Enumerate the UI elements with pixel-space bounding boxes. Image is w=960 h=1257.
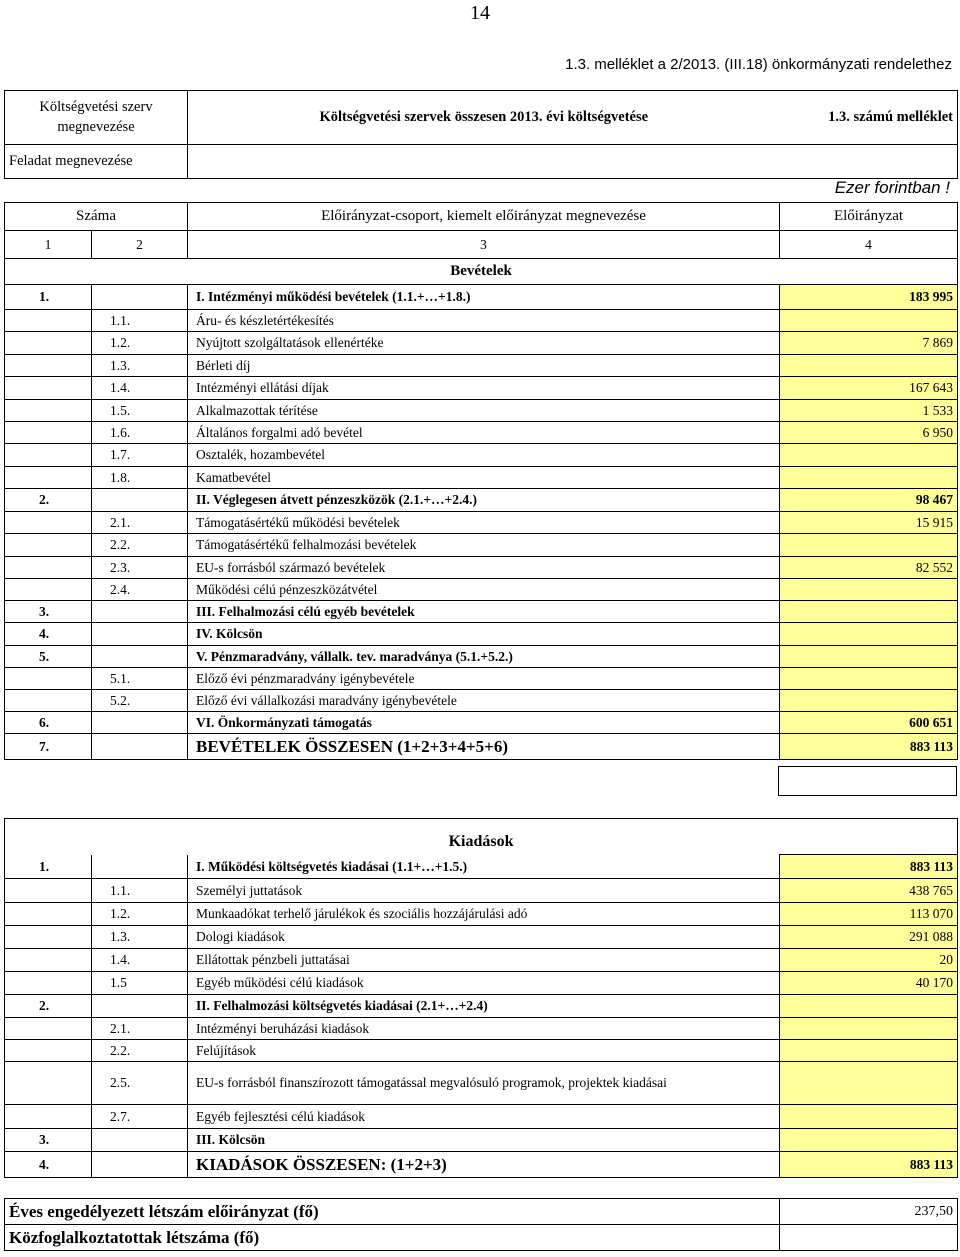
- row-value: [780, 1129, 958, 1152]
- row-label: Intézményi ellátási díjak: [188, 377, 780, 400]
- row-number: 7.: [5, 734, 92, 760]
- row-subnumber: [92, 855, 188, 879]
- row-subnumber: 1.4.: [92, 377, 188, 400]
- expenditure-row: [5, 1062, 958, 1105]
- row-subnumber: 5.1.: [92, 668, 188, 690]
- row-number: [5, 422, 92, 444]
- row-subnumber: 1.1.: [92, 879, 188, 903]
- row-subnumber: 2.7.: [92, 1105, 188, 1129]
- row-subnumber: 2.1.: [92, 512, 188, 534]
- row-label: BEVÉTELEK ÖSSZESEN (1+2+3+4+5+6): [188, 734, 780, 760]
- row-value: 40 170: [780, 972, 958, 995]
- row-value: 291 088: [780, 926, 958, 949]
- row-label: III. Kölcsön: [188, 1129, 780, 1152]
- row-label: I. Működési költségvetés kiadásai (1.1+…+1.5.): [188, 855, 780, 879]
- revenue-row: [5, 310, 958, 332]
- expenditure-row: [5, 995, 958, 1018]
- revenue-row: [5, 444, 958, 467]
- col-description: Előirányzat-csoport, kiemelt előirányzat megnevezése: [188, 203, 780, 231]
- column-header: [4, 202, 958, 259]
- header-table: [4, 90, 958, 179]
- row-number: [5, 690, 92, 712]
- row-value: [780, 1040, 958, 1062]
- row-label: II. Véglegesen átvett pénzeszközök (2.1.+…+2.4.): [188, 489, 780, 512]
- row-subnumber: 1.3.: [92, 926, 188, 949]
- row-value: 438 765: [780, 879, 958, 903]
- revenue-section-title: Bevételek: [5, 259, 958, 285]
- row-number: 6.: [5, 712, 92, 734]
- row-label: Intézményi beruházási kiadások: [188, 1018, 780, 1040]
- row-subnumber: 2.5.: [92, 1062, 188, 1105]
- staff-table: [4, 1198, 958, 1251]
- task-label: Feladat megnevezése: [5, 145, 188, 179]
- row-label: Előző évi pénzmaradvány igénybevétele: [188, 668, 780, 690]
- row-subnumber: 1.2.: [92, 903, 188, 926]
- row-value: [780, 444, 958, 467]
- expenditure-section-title: Kiadások: [5, 819, 958, 855]
- row-value: [780, 467, 958, 489]
- col-amount: Előirányzat: [780, 203, 958, 231]
- row-label: II. Felhalmozási költségvetés kiadásai (2.1+…+2.4): [188, 995, 780, 1018]
- row-label: Áru- és készletértékesítés: [188, 310, 780, 332]
- row-label: Működési célú pénzeszközátvétel: [188, 579, 780, 601]
- row-number: 4.: [5, 623, 92, 646]
- expenditure-row: [5, 972, 958, 995]
- row-label: Munkaadókat terhelő járulékok és szociális hozzájárulási adó: [188, 903, 780, 926]
- row-value: 883 113: [780, 855, 958, 879]
- revenue-row: [5, 623, 958, 646]
- row-value: 600 651: [780, 712, 958, 734]
- row-number: [5, 467, 92, 489]
- staff-approved-label: Éves engedélyezett létszám előirányzat (fő): [5, 1199, 780, 1225]
- row-value: 113 070: [780, 903, 958, 926]
- row-value: [780, 601, 958, 623]
- row-number: [5, 1040, 92, 1062]
- annex-label: 1.3. számú melléklet: [780, 91, 958, 145]
- row-number: 5.: [5, 646, 92, 668]
- expenditure-row: [5, 1105, 958, 1129]
- row-number: 3.: [5, 1129, 92, 1152]
- row-subnumber: 5.2.: [92, 690, 188, 712]
- row-label: Előző évi vállalkozási maradvány igénybevétele: [188, 690, 780, 712]
- row-label: VI. Önkormányzati támogatás: [188, 712, 780, 734]
- row-subnumber: 1.6.: [92, 422, 188, 444]
- row-label: Személyi juttatások: [188, 879, 780, 903]
- row-subnumber: 2.4.: [92, 579, 188, 601]
- row-label: III. Felhalmozási célú egyéb bevételek: [188, 601, 780, 623]
- revenue-row: [5, 489, 958, 512]
- row-number: [5, 579, 92, 601]
- staff-approved-value: 237,50: [780, 1199, 958, 1225]
- row-subnumber: [92, 601, 188, 623]
- row-value: 883 113: [780, 1152, 958, 1178]
- row-value: 98 467: [780, 489, 958, 512]
- row-label: IV. Kölcsön: [188, 623, 780, 646]
- colnum-2: 2: [92, 231, 188, 259]
- row-subnumber: [92, 1129, 188, 1152]
- row-value: [780, 690, 958, 712]
- colnum-4: 4: [780, 231, 958, 259]
- row-value: 883 113: [780, 734, 958, 760]
- row-label: Kamatbevétel: [188, 467, 780, 489]
- row-value: [780, 1062, 958, 1105]
- row-number: [5, 400, 92, 422]
- annex-note: 1.3. melléklet a 2/2013. (III.18) önkormányzati rendelethez: [565, 56, 952, 73]
- row-number: [5, 444, 92, 467]
- row-number: [5, 1062, 92, 1105]
- row-number: [5, 355, 92, 377]
- row-subnumber: 1.4.: [92, 949, 188, 972]
- revenue-row: [5, 712, 958, 734]
- row-subnumber: [92, 285, 188, 310]
- row-label: Felújítások: [188, 1040, 780, 1062]
- row-number: [5, 1105, 92, 1129]
- col-szama: Száma: [5, 203, 188, 231]
- row-value: [780, 310, 958, 332]
- revenue-row: [5, 400, 958, 422]
- row-subnumber: 1.2.: [92, 332, 188, 355]
- revenue-row: [5, 646, 958, 668]
- row-number: [5, 377, 92, 400]
- row-subnumber: 1.1.: [92, 310, 188, 332]
- revenue-row: [5, 534, 958, 557]
- row-value: 1 533: [780, 400, 958, 422]
- revenue-row: [5, 579, 958, 601]
- row-number: 4.: [5, 1152, 92, 1178]
- row-number: 2.: [5, 995, 92, 1018]
- row-number: [5, 310, 92, 332]
- row-value: [780, 623, 958, 646]
- expenditure-row: [5, 1129, 958, 1152]
- row-value: 20: [780, 949, 958, 972]
- row-subnumber: [92, 646, 188, 668]
- row-value: 167 643: [780, 377, 958, 400]
- revenue-row: [5, 332, 958, 355]
- row-label: Dologi kiadások: [188, 926, 780, 949]
- row-label: Egyéb fejlesztési célú kiadások: [188, 1105, 780, 1129]
- row-number: [5, 668, 92, 690]
- row-value: 6 950: [780, 422, 958, 444]
- revenue-row: [5, 512, 958, 534]
- row-value: [780, 355, 958, 377]
- row-label: Nyújtott szolgáltatások ellenértéke: [188, 332, 780, 355]
- row-label: I. Intézményi működési bevételek (1.1.+…+1.8.): [188, 285, 780, 310]
- revenue-row: [5, 690, 958, 712]
- revenue-row: [5, 734, 958, 760]
- revenue-row: [5, 355, 958, 377]
- row-value: 183 995: [780, 285, 958, 310]
- revenue-table: [4, 258, 958, 760]
- row-number: [5, 332, 92, 355]
- expenditure-row: [5, 1152, 958, 1178]
- row-label: V. Pénzmaradvány, vállalk. tev. maradványa (5.1.+5.2.): [188, 646, 780, 668]
- row-label: Osztalék, hozambevétel: [188, 444, 780, 467]
- revenue-row: [5, 601, 958, 623]
- expenditure-row: [5, 903, 958, 926]
- row-value: 82 552: [780, 557, 958, 579]
- row-number: [5, 879, 92, 903]
- expenditure-row: [5, 1040, 958, 1062]
- row-subnumber: [92, 1152, 188, 1178]
- row-label: Általános forgalmi adó bevétel: [188, 422, 780, 444]
- expenditure-row: [5, 855, 958, 879]
- public-workers-label: Közfoglalkoztatottak létszáma (fő): [5, 1225, 780, 1251]
- row-value: [780, 995, 958, 1018]
- row-number: [5, 903, 92, 926]
- row-subnumber: [92, 489, 188, 512]
- revenue-row: [5, 422, 958, 444]
- row-value: [780, 534, 958, 557]
- expenditure-row: [5, 926, 958, 949]
- row-value: 7 869: [780, 332, 958, 355]
- row-subnumber: 2.3.: [92, 557, 188, 579]
- row-subnumber: 1.3.: [92, 355, 188, 377]
- currency-note: Ezer forintban !: [834, 178, 950, 197]
- row-label: Támogatásértékű működési bevételek: [188, 512, 780, 534]
- row-label: Támogatásértékű felhalmozási bevételek: [188, 534, 780, 557]
- row-subnumber: [92, 995, 188, 1018]
- empty-box: [778, 766, 957, 796]
- row-subnumber: 2.2.: [92, 534, 188, 557]
- public-workers-value: [780, 1225, 958, 1251]
- colnum-1: 1: [5, 231, 92, 259]
- row-number: 3.: [5, 601, 92, 623]
- row-value: [780, 1105, 958, 1129]
- revenue-row: [5, 377, 958, 400]
- row-subnumber: 1.5: [92, 972, 188, 995]
- revenue-row: [5, 285, 958, 310]
- revenue-row: [5, 557, 958, 579]
- row-value: [780, 668, 958, 690]
- document-title: Költségvetési szervek összesen 2013. évi költségvetése: [188, 91, 780, 145]
- row-value: 15 915: [780, 512, 958, 534]
- row-number: 1.: [5, 285, 92, 310]
- row-number: [5, 557, 92, 579]
- row-label: EU-s forrásból finanszírozott támogatással megvalósuló programok, projektek kiadásai: [188, 1062, 780, 1105]
- row-value: [780, 579, 958, 601]
- row-number: [5, 512, 92, 534]
- row-label: Egyéb működési célú kiadások: [188, 972, 780, 995]
- colnum-3: 3: [188, 231, 780, 259]
- expenditure-row: [5, 879, 958, 903]
- revenue-row: [5, 668, 958, 690]
- expenditure-row: [5, 949, 958, 972]
- org-label: Költségvetési szerv megnevezése: [5, 91, 188, 145]
- row-subnumber: 1.5.: [92, 400, 188, 422]
- row-label: KIADÁSOK ÖSSZESEN: (1+2+3): [188, 1152, 780, 1178]
- row-label: Ellátottak pénzbeli juttatásai: [188, 949, 780, 972]
- row-number: 1.: [5, 855, 92, 879]
- row-number: [5, 1018, 92, 1040]
- row-subnumber: [92, 623, 188, 646]
- revenue-row: [5, 467, 958, 489]
- row-subnumber: [92, 734, 188, 760]
- row-number: [5, 949, 92, 972]
- row-subnumber: 2.2.: [92, 1040, 188, 1062]
- row-value: [780, 646, 958, 668]
- row-label: EU-s forrásból származó bevételek: [188, 557, 780, 579]
- expenditure-table: [4, 818, 958, 1178]
- row-subnumber: 1.8.: [92, 467, 188, 489]
- row-subnumber: [92, 712, 188, 734]
- row-subnumber: 1.7.: [92, 444, 188, 467]
- expenditure-row: [5, 1018, 958, 1040]
- row-subnumber: 2.1.: [92, 1018, 188, 1040]
- row-label: Alkalmazottak térítése: [188, 400, 780, 422]
- row-number: [5, 972, 92, 995]
- row-label: Bérleti díj: [188, 355, 780, 377]
- row-value: [780, 1018, 958, 1040]
- page-number: 14: [470, 2, 490, 24]
- row-number: [5, 926, 92, 949]
- row-number: [5, 534, 92, 557]
- row-number: 2.: [5, 489, 92, 512]
